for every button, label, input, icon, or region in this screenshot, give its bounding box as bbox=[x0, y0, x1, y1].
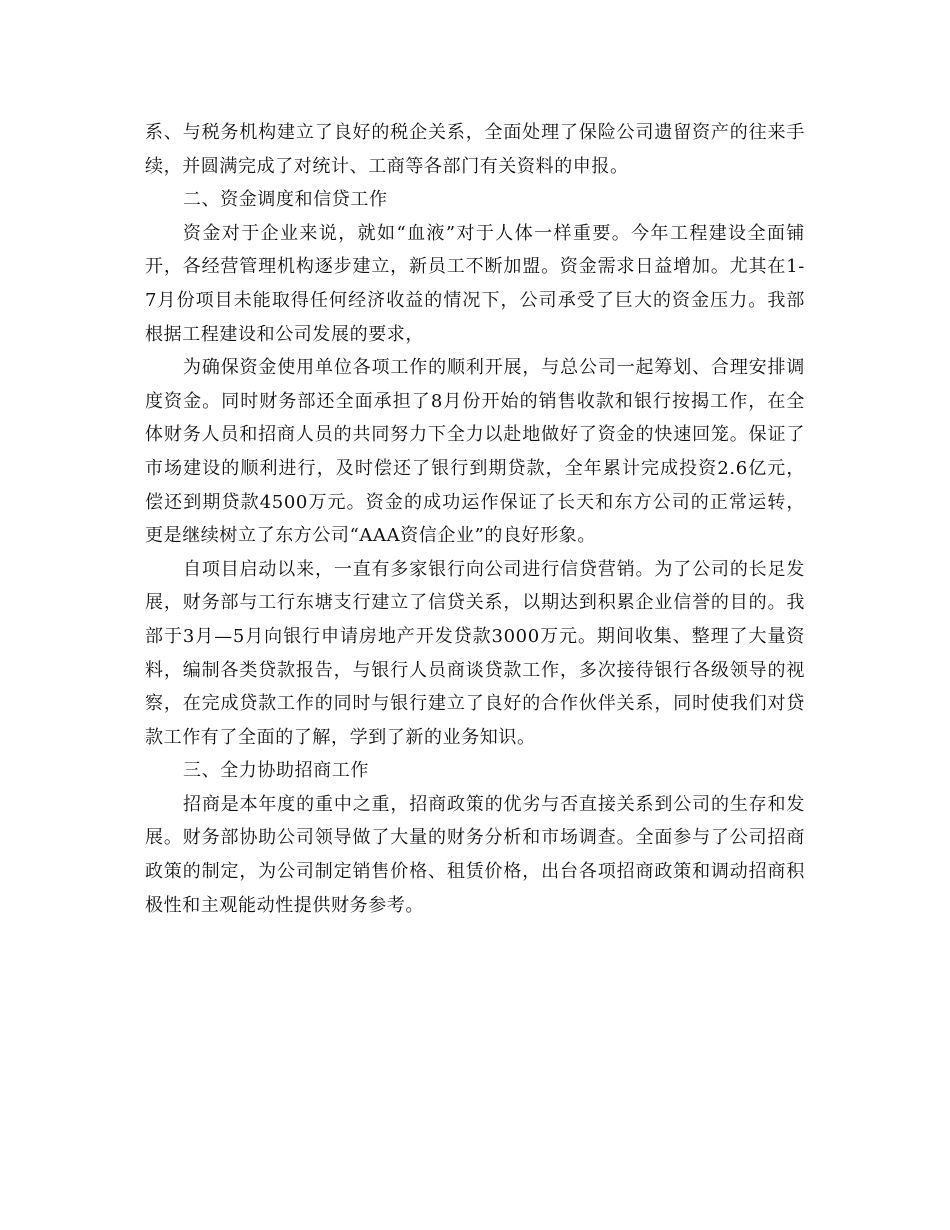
paragraph-funds-importance: 资金对于企业来说，就如“血液”对于人体一样重要。今年工程建设全面铺开，各经营管理机构逐步建立，新员工不断加盟。资金需求日益增加。尤其在1-7月份项目未能取得任何经济收益的情况下，公司承受了巨大的资金压力。我部根据工程建设和公司发展的要求， bbox=[145, 222, 805, 345]
section-heading-investment-promotion: 三、全力协助招商工作 bbox=[183, 760, 369, 782]
paragraph-bank-credit: 自项目启动以来，一直有多家银行向公司进行信贷营销。为了公司的长足发展，财务部与工行东塘支行建立了信贷关系，以期达到积累企业信誉的目的。我部于3月—5月向银行申请房地产开发贷款3000万元。期间收集、整理了大量资料，编制各类贷款报告，与银行人员商谈贷款工作，多次接待银行各级领导的视察，在完成贷款工作的同时与银行建立了良好的合作伙伴关系，同时使我们对贷款工作有了全面的了解，学到了新的业务知识。 bbox=[145, 558, 805, 748]
paragraph-funds-scheduling: 为确保资金使用单位各项工作的顺利开展，与总公司一起筹划、合理安排调度资金。同时财务部还全面承担了8月份开始的销售收款和银行按揭工作，在全体财务人员和招商人员的共同努力下全力以赴地做好了资金的快速回笼。保证了市场建设的顺利进行，及时偿还了银行到期贷款，全年累计完成投资2.6亿元，偿还到期贷款4500万元。资金的成功运作保证了长天和东方公司的正常运转，更是继续树立了东方公司“AAA资信企业”的良好形象。 bbox=[145, 357, 805, 547]
section-heading-funds-and-credit: 二、资金调度和信贷工作 bbox=[183, 189, 388, 211]
paragraph-continuation: 系、与税务机构建立了良好的税企关系，全面处理了保险公司遗留资产的往来手续，并圆满完成了对统计、工商等各部门有关资料的申报。 bbox=[145, 122, 805, 177]
document-body bbox=[145, 116, 805, 922]
paragraph-investment-promotion: 招商是本年度的重中之重，招商政策的优劣与否直接关系到公司的生存和发展。财务部协助公司领导做了大量的财务分析和市场调查。全面参与了公司招商政策的制定，为公司制定销售价格、租赁价格，出台各项招商政策和调动招商积极性和主观能动性提供财务参考。 bbox=[145, 793, 805, 916]
